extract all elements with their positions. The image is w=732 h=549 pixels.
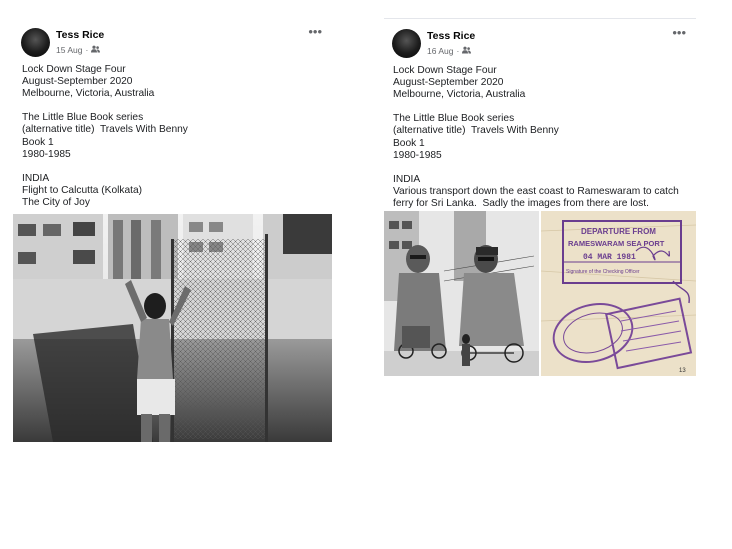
- text-line: 1980-1985: [393, 149, 442, 161]
- text-line: Flight to Calcutta (Kolkata): [22, 184, 143, 196]
- text-line: [22, 100, 326, 112]
- text-line: August-September 2020: [22, 76, 133, 88]
- post-header: [392, 27, 688, 61]
- text-line: INDIA: [22, 172, 50, 184]
- text-line: 1980-1985: [22, 148, 71, 160]
- author-name[interactable]: Tess Rice: [56, 29, 105, 41]
- friends-icon[interactable]: [91, 45, 100, 55]
- stamp-date: 04 MAR 1981: [583, 253, 636, 262]
- text-line: Melbourne, Victoria, Australia: [22, 88, 155, 100]
- text-line: (alternative title) Travels With Benny: [393, 125, 559, 137]
- meta-separator: ·: [85, 45, 89, 55]
- text-line: INDIA: [393, 173, 421, 185]
- post-photo-film-poster-street[interactable]: [384, 211, 539, 376]
- text-line: [393, 162, 690, 174]
- text-line: (alternative title) Travels With Benny: [22, 124, 188, 136]
- post-card-2: [384, 18, 696, 376]
- post-meta: [427, 46, 471, 56]
- post-date[interactable]: 16 Aug: [427, 46, 454, 56]
- meta-separator: ·: [456, 46, 460, 56]
- avatar[interactable]: [392, 29, 421, 58]
- more-options-icon[interactable]: •••: [672, 25, 686, 40]
- more-options-icon[interactable]: •••: [308, 24, 322, 39]
- text-line: Various transport down the east coast to Rameswaram to catch ferry for Sri Lanka. Sadly the images from there are lost.: [393, 185, 682, 210]
- friends-icon[interactable]: [462, 46, 471, 56]
- avatar[interactable]: [21, 28, 50, 57]
- post-header: [21, 26, 324, 60]
- post-card-1: [13, 18, 332, 442]
- post-text: [393, 65, 690, 210]
- text-line: The City of Joy: [22, 197, 90, 209]
- text-line: Lock Down Stage Four: [393, 65, 497, 76]
- stamp-caption: Signature of the Checking Officer: [566, 269, 640, 275]
- post-text: [22, 64, 326, 209]
- stamp-title-1: DEPARTURE FROM: [581, 227, 656, 236]
- text-line: The Little Blue Book series: [22, 112, 144, 124]
- text-line: [393, 101, 690, 113]
- text-line: Book 1: [393, 137, 425, 149]
- text-line: The Little Blue Book series: [393, 113, 515, 125]
- post-photo-passport-stamp[interactable]: [541, 211, 696, 376]
- text-line: Melbourne, Victoria, Australia: [393, 89, 526, 101]
- post-date[interactable]: 15 Aug: [56, 45, 83, 55]
- post-meta: [56, 45, 100, 55]
- stamp-title-2: RAMESWARAM SEA PORT: [568, 239, 665, 248]
- author-name[interactable]: Tess Rice: [427, 30, 476, 42]
- text-line: Book 1: [22, 136, 54, 148]
- text-line: Lock Down Stage Four: [22, 64, 126, 75]
- page-number: 13: [679, 368, 686, 374]
- text-line: August-September 2020: [393, 77, 504, 89]
- post-photo-boy-with-fence[interactable]: [13, 214, 332, 442]
- text-line: [22, 161, 326, 173]
